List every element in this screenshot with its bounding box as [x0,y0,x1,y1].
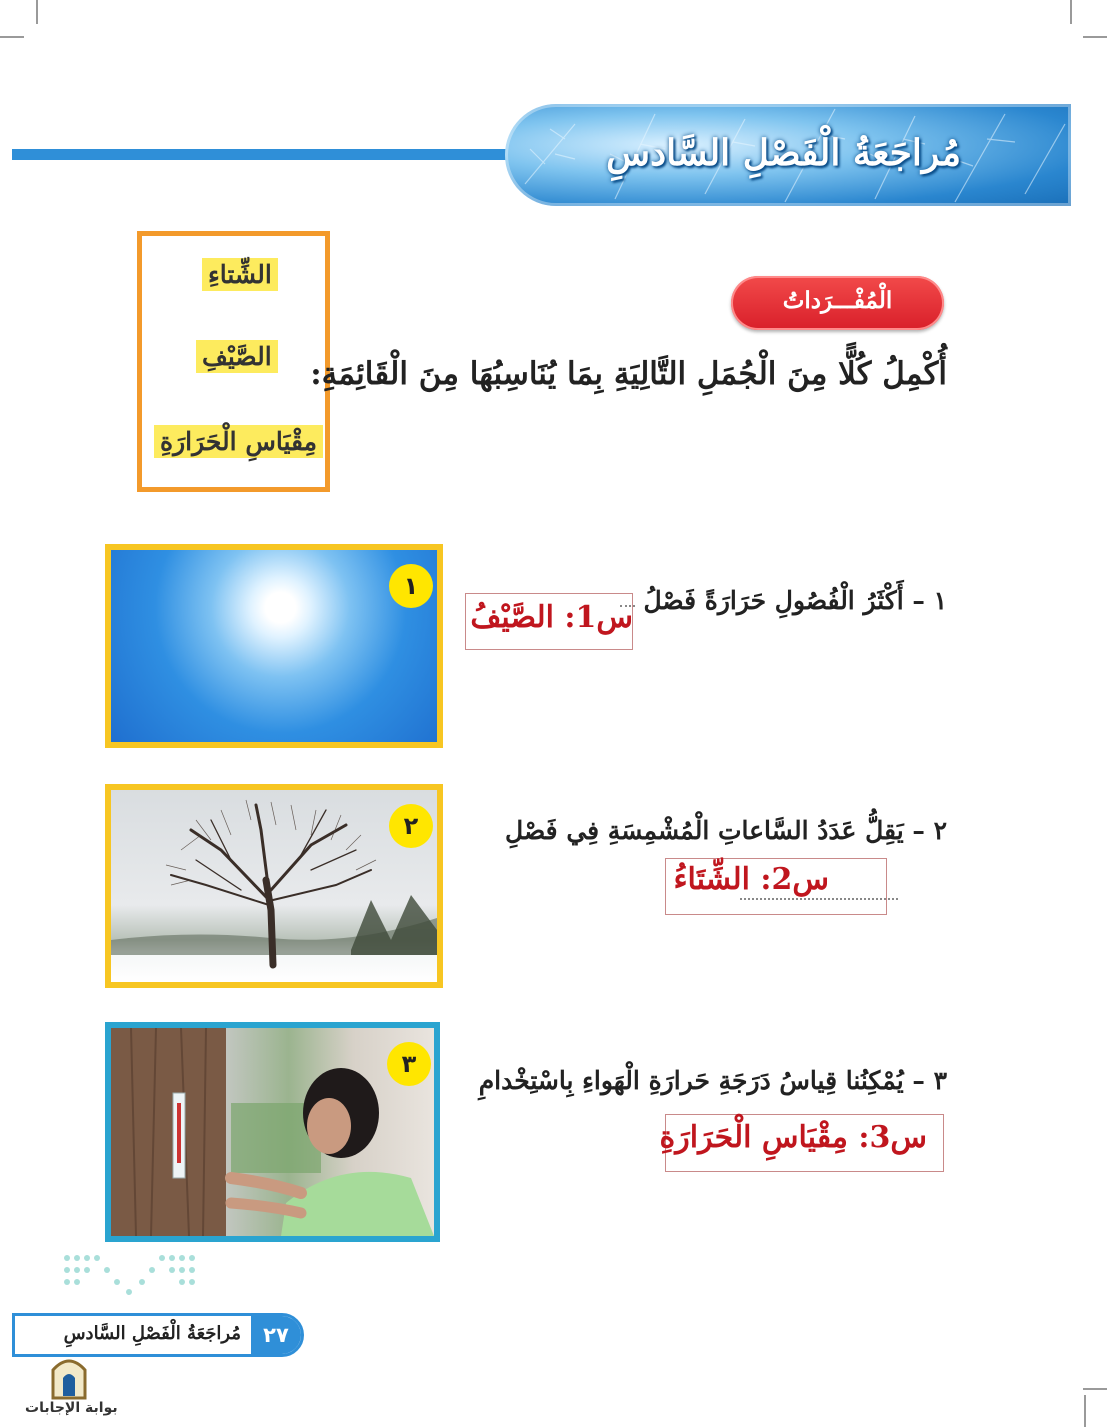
chapter-banner [505,104,1071,206]
crop-mark [1083,1388,1107,1390]
question-3-text: ٣ – يُمْكِنُنا قِياسُ دَرَجَةِ حَرارَةِ الْهَواءِ بِاسْتِخْدامِ [478,1066,947,1095]
crop-mark [1084,1395,1086,1427]
page-footer [12,1313,304,1357]
word-bank-item: الصَّيْفِ [196,340,278,373]
page-number: ٢٧ [251,1316,301,1354]
word-bank [137,231,330,492]
question-1-text: ١ – أَكْثَرُ الْفُصُولِ حَرَارَةً فَصْلُ [643,586,947,615]
header-rule [12,149,572,160]
section-label-text: الْمُفْـــرَداتُ [782,287,893,314]
crop-mark [1070,0,1072,24]
answer-2: س2: الشِّتَاءُ [673,862,829,897]
question-number-badge: ١ [389,564,433,608]
ministry-logo [62,1250,197,1298]
sun-photo [105,544,443,748]
girl-thermometer-illustration [111,1028,434,1236]
question-number-badge: ٣ [387,1042,431,1086]
question-2-text: ٢ – يَقِلُّ عَدَدُ السَّاعاتِ الْمُشْمِسَةِ فِي فَصْلِ [505,816,947,845]
section-label [731,276,944,330]
crop-mark [36,0,38,24]
tree-illustration [111,790,437,982]
chapter-title: مُراجَعَةُ الْفَصْلِ السَّادسِ [606,132,961,174]
question-number-badge: ٢ [389,804,433,848]
instruction-text: أُكْمِلُ كُلًّا مِنَ الْجُمَلِ التَّالِيَةِ بِمَا يُنَاسِبُهَا مِنَ الْقَائِمَةِ: [310,356,947,392]
word-bank-item: مِقْيَاسِ الْحَرَارَةِ [154,425,323,458]
crop-mark [0,36,24,38]
winter-tree-photo [105,784,443,988]
crop-mark [1083,36,1107,38]
answer-3: س3: مِقْيَاسِ الْحَرَارَةِ [659,1120,927,1155]
answer-line [740,898,898,900]
site-name: بوابة الإجابات [25,1400,118,1416]
thermometer-photo [105,1022,440,1242]
word-bank-item: الشِّتاءِ [202,258,278,291]
footer-title: مُراجَعَةُ الْفَصْلِ السَّادسِ [63,1323,241,1344]
answer-1: س1: الصَّيْفُ [470,600,633,635]
site-logo [47,1352,91,1400]
